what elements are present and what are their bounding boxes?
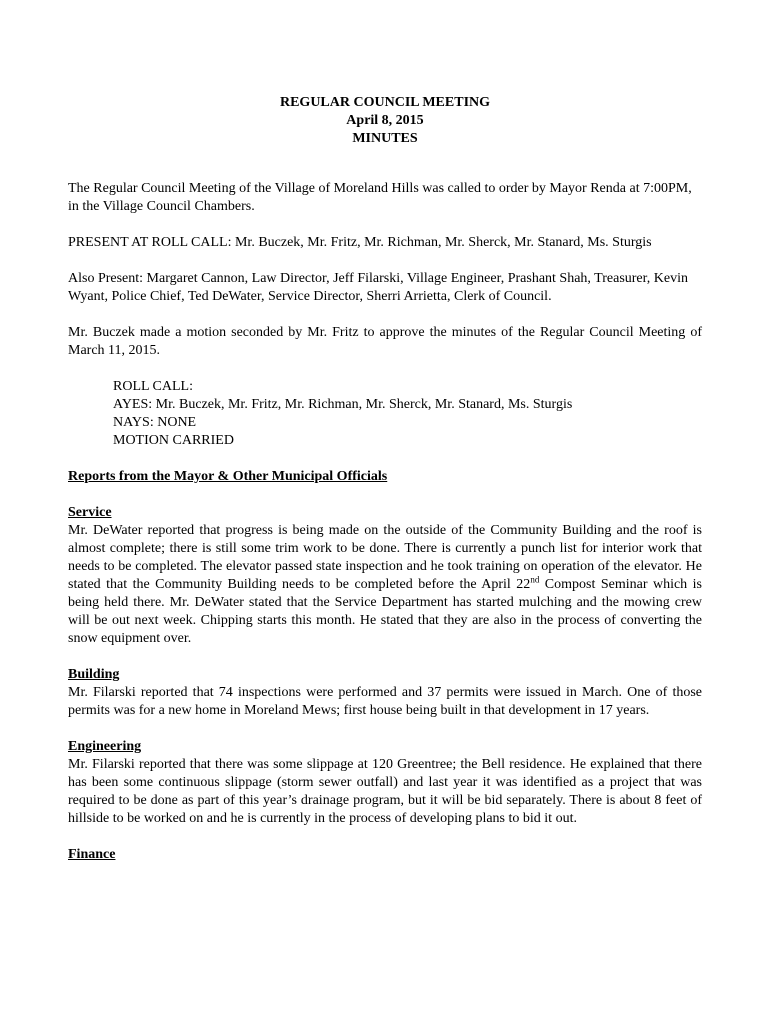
meeting-date: April 8, 2015 xyxy=(346,113,424,128)
reports-heading: Reports from the Mayor & Other Municipal Officials xyxy=(68,469,388,484)
roll-call-block xyxy=(113,378,702,450)
also-present-paragraph: Also Present: Margaret Cannon, Law Director, Jeff Filarski, Village Engineer, Prashant Shah, Treasurer, Kevin Wyant, Police Chief, Ted DeWater, Service Director, Sherri Arrietta, Clerk of Council. xyxy=(68,271,688,304)
meeting-title: REGULAR COUNCIL MEETING xyxy=(279,95,491,110)
minutes-label: MINUTES xyxy=(352,131,418,146)
service-text-start: Mr. DeWater reported that progress is being made on the outside of the Community Building and the roof is almost complete; there is still some trim work to be done. There is currently a punch list for interior work that needs to be completed. The elevator passed state inspection and he took training on operation of the elevator. He stated that the Community Building needs to be completed before the April 22 xyxy=(68,523,702,592)
engineering-paragraph: Mr. Filarski reported that there was some slippage at 120 Greentree; the Bell residence. He explained that there has been some continuous slippage (storm sewer outfall) and last year it was identified as a project that was required to be done as part of this year’s drainage program, but it will be bid separately. There is about 8 feet of hillside to be worked on and he is currently in the process of developing plans to bid it out. xyxy=(68,757,702,826)
building-heading: Building xyxy=(68,667,120,682)
service-text-end: Compost Seminar which is being held there. Mr. DeWater stated that the Service Department has started mulching and the mowing crew will be out next week. Chipping starts this month. He stated that they are also in the process of converting the snow equipment over. xyxy=(68,577,702,646)
roll-call-nays: NAYS: NONE xyxy=(113,415,197,430)
document-body xyxy=(68,180,702,864)
motion-paragraph: Mr. Buczek made a motion seconded by Mr. Fritz to approve the minutes of the Regular Council Meeting of March 11, 2015. xyxy=(68,325,702,358)
document-title xyxy=(0,94,770,148)
service-heading: Service xyxy=(68,505,112,520)
service-paragraph xyxy=(68,522,702,648)
intro-paragraph: The Regular Council Meeting of the Village of Moreland Hills was called to order by Mayor Renda at 7:00PM, in the Village Council Chambers. xyxy=(68,181,692,214)
roll-call-ayes: AYES: Mr. Buczek, Mr. Fritz, Mr. Richman, Mr. Sherck, Mr. Stanard, Ms. Sturgis xyxy=(113,397,573,412)
roll-call-label: ROLL CALL: xyxy=(113,379,193,394)
finance-heading: Finance xyxy=(68,847,116,862)
present-paragraph: PRESENT AT ROLL CALL: Mr. Buczek, Mr. Fritz, Mr. Richman, Mr. Sherck, Mr. Stanard, Ms. Sturgis xyxy=(68,235,652,250)
building-paragraph: Mr. Filarski reported that 74 inspections were performed and 37 permits were issued in March. One of those permits was for a new home in Moreland Mews; first house being built in that development in 17 years. xyxy=(68,685,702,718)
service-ordinal-suffix: nd xyxy=(530,574,540,585)
roll-call-result: MOTION CARRIED xyxy=(113,433,234,448)
engineering-heading: Engineering xyxy=(68,739,142,754)
